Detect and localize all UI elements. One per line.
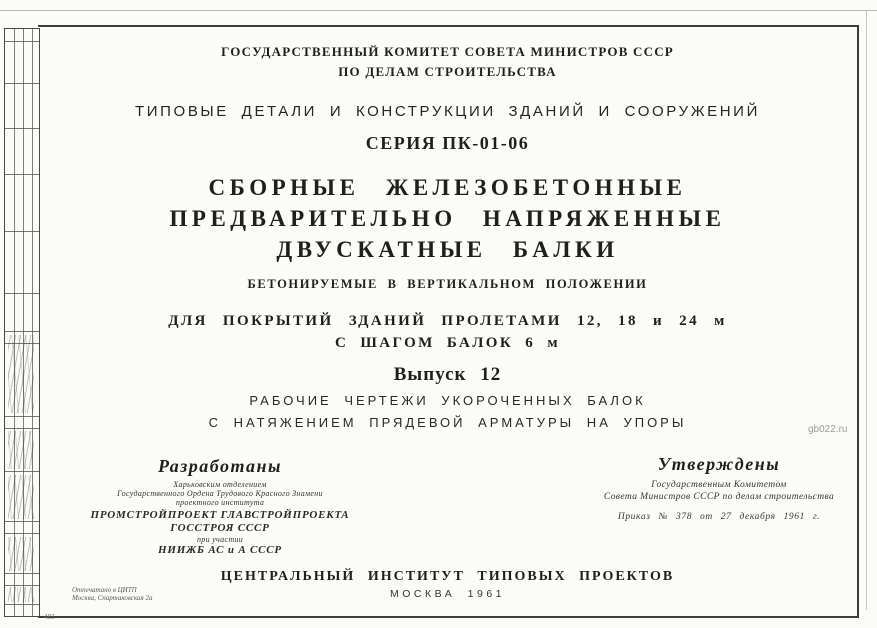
spans-line-1: ДЛЯ ПОКРЫТИЙ ЗДАНИЙ ПРОЛЕТАМИ 12, 18 и 24 м — [168, 313, 727, 329]
margin-handwriting-scribble — [8, 475, 34, 519]
print-note-line-1: Отпечатано в ЦИТП — [72, 586, 137, 594]
main-title-line-1: СБОРНЫЕ ЖЕЛЕЗОБЕТОННЫЕ — [208, 175, 687, 200]
strip-row-line — [5, 416, 39, 417]
publisher-institute: ЦЕНТРАЛЬНЫЙ ИНСТИТУТ ТИПОВЫХ ПРОЕКТОВ — [220, 569, 675, 584]
strip-row-line — [5, 231, 39, 232]
margin-handwriting-scribble — [8, 335, 34, 413]
margin-handwriting-scribble — [8, 587, 34, 602]
approval-order-line: Приказ № 378 от 27 декабря 1961 г. — [617, 512, 821, 522]
strip-row-line — [5, 428, 39, 429]
approved-heading: Утверждены — [657, 454, 781, 474]
print-note-line-2: Москва, Спартаковская 2а — [72, 594, 153, 602]
main-title-line-3: ДВУСКАТНЫЕ БАЛКИ — [276, 237, 619, 262]
developed-line: ПРОМСТРОЙПРОЕКТ ГЛАВСТРОЙПРОЕКТА — [90, 509, 350, 521]
spans-line-2: С ШАГОМ БАЛОК 6 м — [335, 335, 560, 351]
developed-line: НИИЖБ АС и А СССР — [158, 544, 282, 556]
strip-row-line — [5, 128, 39, 129]
series-number-line: СЕРИЯ ПК-01-06 — [365, 133, 530, 153]
print-note — [72, 586, 212, 602]
strip-row-line — [5, 174, 39, 175]
approved-line: Совета Министров СССР по делам строительства — [603, 492, 835, 502]
strip-row-line — [5, 41, 39, 42]
main-title-line-2: ПРЕДВАРИТЕЛЬНО НАПРЯЖЕННЫЕ — [169, 206, 726, 231]
issue-line-1: РАБОЧИЕ ЧЕРТЕЖИ УКОРОЧЕННЫХ БАЛОК — [249, 393, 646, 408]
margin-handwriting-scribble — [8, 431, 34, 469]
committee-line-1: ГОСУДАРСТВЕННЫЙ КОМИТЕТ СОВЕТА МИНИСТРОВ СССР — [221, 44, 674, 59]
approved-by-block — [558, 454, 877, 522]
strip-row-line — [5, 331, 39, 332]
strip-row-line — [5, 471, 39, 472]
site-watermark: gb022.ru — [808, 424, 848, 435]
developed-heading: Разработаны — [157, 456, 283, 476]
strip-row-line — [5, 585, 39, 586]
publisher-city-year: МОСКВА 1961 — [389, 588, 506, 600]
strip-row-line — [5, 293, 39, 294]
developed-line: Харьковским отделением — [173, 480, 267, 489]
developed-line: при участии — [197, 535, 243, 544]
developed-line: Государственного Ордена Трудового Красного Знамени — [117, 489, 323, 498]
issue-line-2: С НАТЯЖЕНИЕМ ПРЯДЕВОЙ АРМАТУРЫ НА УПОРЫ — [208, 415, 687, 430]
strip-column-line — [32, 29, 33, 616]
committee-header — [38, 42, 857, 82]
strip-column-line — [23, 29, 24, 616]
main-title — [38, 172, 857, 265]
developed-line: ГОССТРОЯ СССР — [170, 522, 270, 534]
developed-line: проектного института — [175, 498, 265, 507]
approved-line: Государственным Комитетом — [651, 480, 787, 490]
issue-heading: Выпуск 12 — [393, 364, 502, 385]
strip-row-line — [5, 604, 39, 605]
margin-revision-strip — [4, 28, 40, 617]
developed-by-block — [60, 456, 380, 557]
strip-row-line — [5, 573, 39, 574]
casting-position-line: БЕТОНИРУЕМЫЕ В ВЕРТИКАЛЬНОМ ПОЛОЖЕНИИ — [247, 277, 648, 291]
strip-column-line — [14, 29, 15, 616]
type-details-line: ТИПОВЫЕ ДЕТАЛИ И КОНСТРУКЦИИ ЗДАНИЙ И СООРУЖЕНИЙ — [135, 103, 760, 120]
margin-handwriting-scribble — [8, 537, 34, 571]
sheet-edge-top-line — [0, 10, 877, 11]
strip-row-line — [5, 533, 39, 534]
strip-row-line — [5, 521, 39, 522]
sheet-number-mark: 483 — [44, 613, 55, 621]
committee-line-2: ПО ДЕЛАМ СТРОИТЕЛЬСТВА — [338, 64, 557, 79]
strip-row-line — [5, 83, 39, 84]
